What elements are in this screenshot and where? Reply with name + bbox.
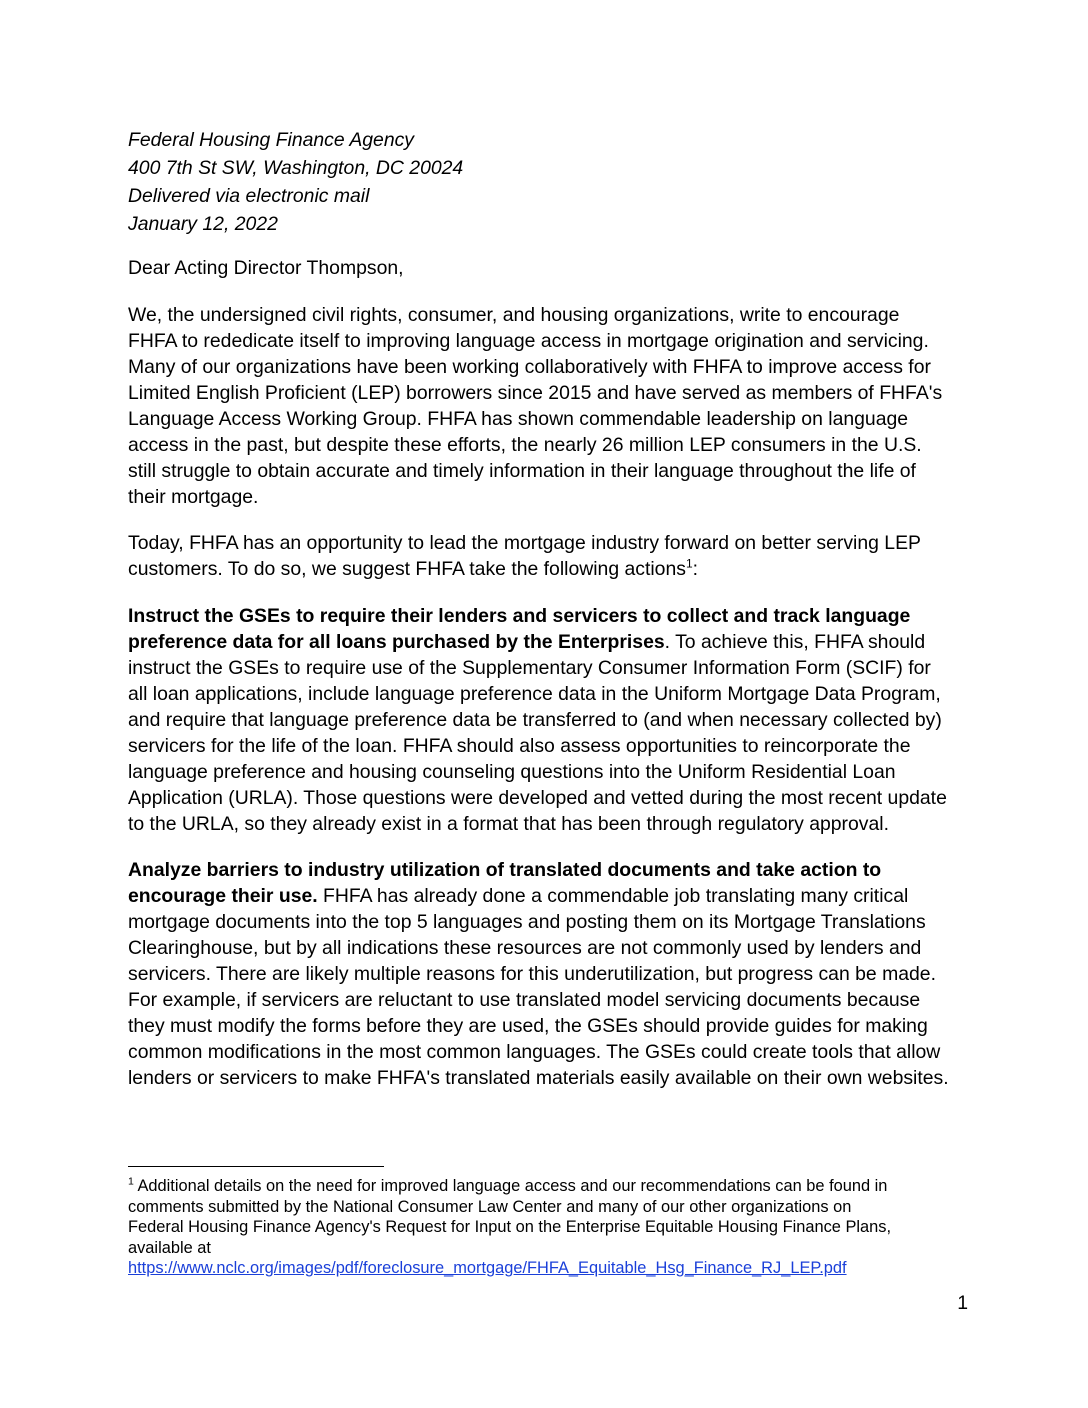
paragraph-text: :: [692, 558, 699, 580]
paragraph-line: FHFA to rededicate itself to improving language access in mortgage origination and servicing.: [128, 330, 929, 352]
paragraph-line: Clearinghouse, but by all indications these resources are not commonly used by lenders and: [128, 937, 922, 959]
address-line: 400 7th St SW, Washington, DC 20024: [128, 157, 464, 179]
paragraph-line: all loan applications, include language preference data in the Uniform Mortgage Data Program,: [128, 683, 941, 705]
paragraph-line: We, the undersigned civil rights, consumer, and housing organizations, write to encourage: [128, 304, 900, 326]
paragraph-line: their mortgage.: [128, 486, 259, 508]
paragraph-line: common modifications in the most common languages. The GSEs could create tools that allow: [128, 1041, 941, 1063]
recommendation-heading: Analyze barriers to industry utilization of translated documents and take action to: [128, 859, 882, 881]
paragraph-line: Today, FHFA has an opportunity to lead the mortgage industry forward on better serving LEP: [128, 532, 921, 554]
paragraph-line: Limited English Proficient (LEP) borrowers since 2015 and have served as members of FHFA's: [128, 382, 943, 404]
footnote-divider: [128, 1166, 384, 1167]
footnote-line: available at: [128, 1238, 211, 1257]
paragraph-recommendation-translated-documents: [128, 857, 968, 1091]
footnote-link[interactable]: https://www.nclc.org/images/pdf/foreclosure_mortgage/FHFA_Equitable_Hsg_Finance_RJ_LEP.pdf: [128, 1259, 847, 1277]
footnote: [128, 1176, 968, 1279]
paragraph-line: For example, if servicers are reluctant to use translated model servicing documents because: [128, 989, 921, 1011]
recommendation-heading: Instruct the GSEs to require their lenders and servicers to collect and track language: [128, 605, 911, 627]
footnote-marker: 1: [128, 1175, 134, 1188]
paragraph-text: FHFA has already done a commendable job translating many critical: [317, 885, 909, 907]
footnote-reference[interactable]: 1: [685, 556, 693, 571]
paragraph-line: [128, 629, 968, 655]
paragraph-text: customers. To do so, we suggest FHFA take the following actions: [128, 558, 686, 580]
footnote-line: comments submitted by the National Consumer Law Center and many of our other organizations on: [128, 1197, 852, 1216]
recommendation-heading: preference data for all loans purchased by the Enterprises: [128, 631, 665, 653]
paragraph-text: . To achieve this, FHFA should: [664, 631, 926, 653]
page-number: 1: [957, 1292, 968, 1314]
footnote-line: Federal Housing Finance Agency's Request for Input on the Enterprise Equitable Housing Finance Plans,: [128, 1218, 892, 1236]
paragraph-intro: [128, 302, 968, 510]
paragraph-line: [128, 556, 968, 582]
recommendation-heading: encourage their use.: [128, 885, 318, 907]
paragraph-line: instruct the GSEs to require use of the Supplementary Consumer Information Form (SCIF) for: [128, 657, 931, 679]
letter-date: January 12, 2022: [128, 213, 278, 235]
paragraph-line: Application (URLA). Those questions were developed and vetted during the most recent update: [128, 787, 947, 809]
paragraph-line: lenders or servicers to make FHFA's translated materials easily available on their own websites.: [128, 1067, 949, 1089]
paragraph-line: servicers. There are likely multiple reasons for this underutilization, but progress can be made.: [128, 963, 936, 985]
address-line: Delivered via electronic mail: [128, 185, 370, 207]
paragraph-line: and require that language preference data be transferred to (and when necessary collected by): [128, 709, 942, 731]
salutation: Dear Acting Director Thompson,: [128, 257, 404, 279]
recipient-address: [128, 126, 968, 238]
paragraph-line: servicers for the life of the loan. FHFA should also assess opportunities to reincorporate the: [128, 735, 911, 757]
paragraph-line: language preference and housing counseling questions into the Uniform Residential Loan: [128, 761, 896, 783]
address-line: Federal Housing Finance Agency: [128, 129, 414, 151]
paragraph-opportunity: [128, 530, 968, 582]
footnote-line: [128, 1258, 968, 1279]
paragraph-line: Many of our organizations have been working collaboratively with FHFA to improve access for: [128, 356, 931, 378]
footnote-line: [128, 1176, 968, 1197]
paragraph-line: access in the past, but despite these efforts, the nearly 26 million LEP consumers in the U.S.: [128, 434, 922, 456]
paragraph-line: to the URLA, so they already exist in a format that has been through regulatory approval.: [128, 813, 889, 835]
footnote-text: Additional details on the need for improved language access and our recommendations can be found in: [133, 1177, 888, 1195]
paragraph-line: mortgage documents into the top 5 languages and posting them on its Mortgage Translations: [128, 911, 926, 933]
paragraph-line: [128, 883, 968, 909]
paragraph-line: still struggle to obtain accurate and timely information in their language throughout the life of: [128, 460, 916, 482]
paragraph-line: Language Access Working Group. FHFA has shown commendable leadership on language: [128, 408, 909, 430]
paragraph-line: they must modify the forms before they are used, the GSEs should provide guides for making: [128, 1015, 928, 1037]
paragraph-recommendation-language-data: [128, 603, 968, 837]
